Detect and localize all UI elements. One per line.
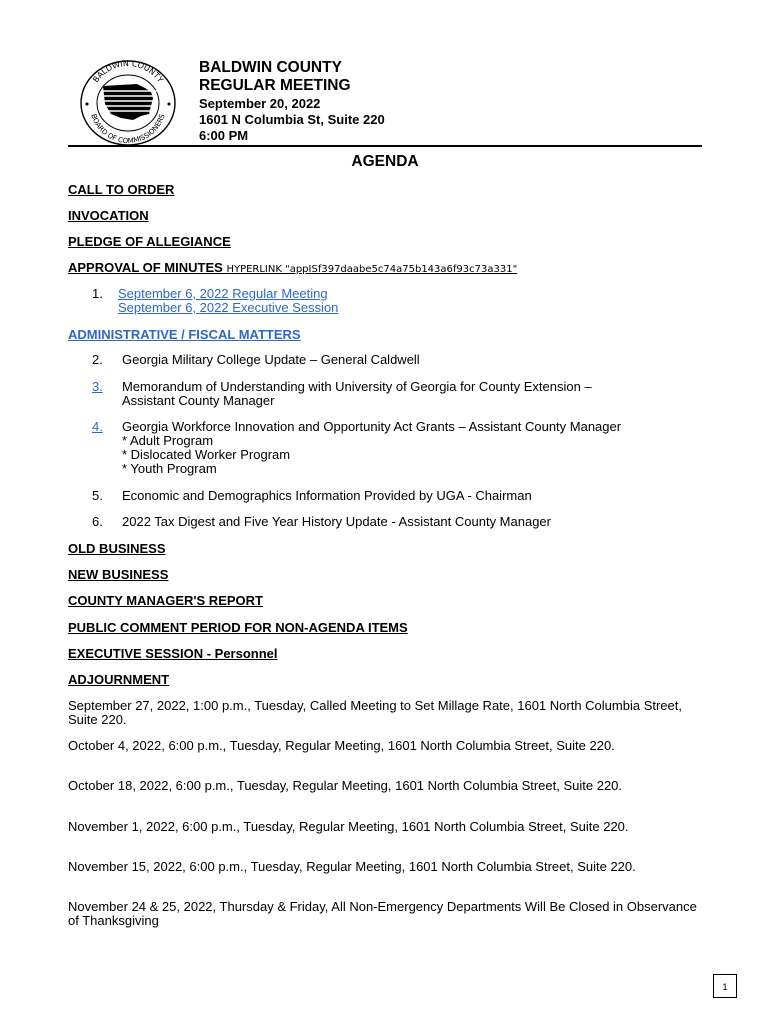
item-text-line1: Georgia Workforce Innovation and Opportunity Act Grants – Assistant County Manager — [122, 419, 622, 434]
svg-text:BOARD OF COMMISSIONERS: BOARD OF COMMISSIONERS — [89, 112, 167, 146]
executive-session-label: EXECUTIVE SESSION — [68, 646, 204, 661]
section-new-business: NEW BUSINESS — [68, 567, 169, 582]
item-number-link[interactable]: 4. — [92, 419, 103, 434]
agenda-title: AGENDA — [351, 153, 419, 170]
item-text: Georgia Military College Update – General Caldwell — [122, 352, 420, 367]
section-invocation: INVOCATION — [68, 208, 149, 223]
item-number: 6. — [92, 514, 103, 529]
header-divider — [68, 145, 702, 147]
org-name: BALDWIN COUNTY — [199, 59, 342, 76]
section-public-comment: PUBLIC COMMENT PERIOD FOR NON-AGENDA ITEMS — [68, 620, 408, 635]
approval-hyperlink-code: HYPERLINK "appISf397daabe5c74a75b143a6f93c73a331" — [226, 264, 518, 275]
section-administrative[interactable]: ADMINISTRATIVE / FISCAL MATTERS — [68, 327, 301, 342]
item-number-link[interactable]: 3. — [92, 379, 103, 394]
page-number: 1 — [713, 974, 737, 998]
executive-session-suffix: - Personnel — [203, 646, 278, 661]
meeting-address: 1601 N Columbia St, Suite 220 — [199, 112, 385, 127]
item-number: 5. — [92, 488, 103, 503]
section-executive-session — [68, 646, 278, 661]
minutes-link-regular[interactable]: September 6, 2022 Regular Meeting — [118, 286, 328, 301]
item-text: 2022 Tax Digest and Five Year History Update - Assistant County Manager — [122, 514, 551, 529]
section-approval-of-minutes — [68, 260, 517, 275]
section-old-business: OLD BUSINESS — [68, 541, 166, 556]
upcoming-meeting: October 4, 2022, 6:00 p.m., Tuesday, Regular Meeting, 1601 North Columbia Street, Suite 220. — [68, 738, 615, 753]
section-county-manager-report: COUNTY MANAGER'S REPORT — [68, 593, 263, 608]
section-pledge: PLEDGE OF ALLEGIANCE — [68, 234, 231, 249]
item-text: Economic and Demographics Information Provided by UGA - Chairman — [122, 488, 532, 503]
meeting-date: September 20, 2022 — [199, 96, 321, 111]
upcoming-meeting: November 1, 2022, 6:00 p.m., Tuesday, Regular Meeting, 1601 North Columbia Street, Suite 220. — [68, 819, 629, 834]
upcoming-meeting: October 18, 2022, 6:00 p.m., Tuesday, Regular Meeting, 1601 North Columbia Street, Suite 220. — [68, 778, 623, 793]
minutes-link-executive[interactable]: September 6, 2022 Executive Session — [118, 300, 339, 315]
section-call-to-order: CALL TO ORDER — [68, 182, 175, 197]
item-subitem: * Youth Program — [122, 461, 217, 476]
county-seal-logo — [77, 58, 179, 148]
item-text-line2: Assistant County Manager — [122, 393, 275, 408]
item-subitem: * Adult Program — [122, 433, 214, 448]
upcoming-meeting: November 15, 2022, 6:00 p.m., Tuesday, Regular Meeting, 1601 North Columbia Street, Suite 220. — [68, 859, 636, 874]
item-number: 2. — [92, 352, 103, 367]
section-adjournment: ADJOURNMENT — [68, 672, 170, 687]
meeting-type: REGULAR MEETING — [199, 77, 351, 94]
minutes-item-number: 1. — [92, 286, 103, 301]
approval-label: APPROVAL OF MINUTES — [68, 260, 223, 275]
svg-text:BALDWIN COUNTY: BALDWIN COUNTY — [91, 58, 165, 85]
upcoming-meeting: September 27, 2022, 1:00 p.m., Tuesday, Called Meeting to Set Millage Rate, 1601 North Columbia Street, Suite 220. — [68, 698, 682, 727]
meeting-time: 6:00 PM — [199, 128, 249, 143]
item-subitem: * Dislocated Worker Program — [122, 447, 291, 462]
upcoming-meeting: November 24 & 25, 2022, Thursday & Friday, All Non-Emergency Departments Will Be Closed in Observance of Thanksgiving — [68, 899, 697, 928]
item-text-line1: Memorandum of Understanding with University of Georgia for County Extension – — [122, 379, 592, 394]
